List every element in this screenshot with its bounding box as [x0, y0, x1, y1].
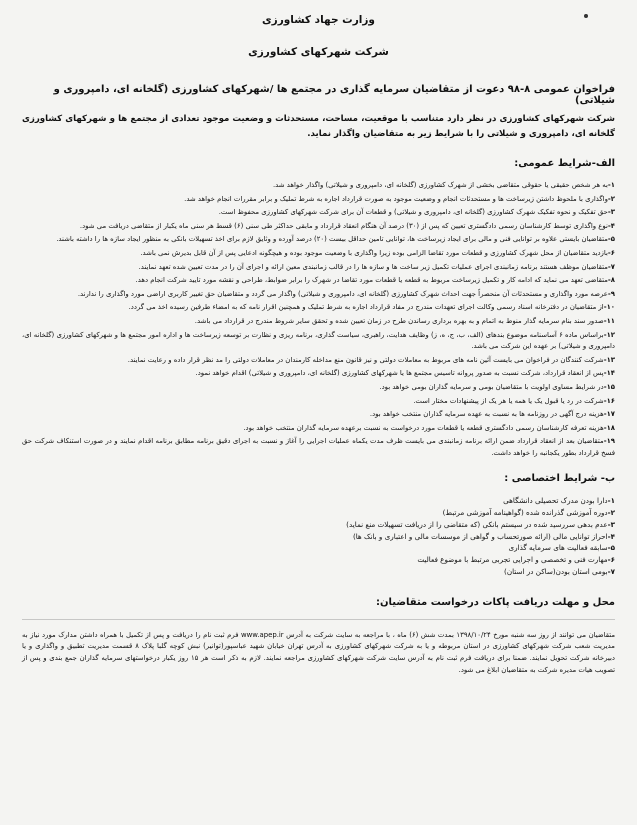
item-number: ۱۴-	[603, 369, 615, 378]
divider	[22, 619, 615, 620]
item-text: عدم بدهی سررسید شده در سیستم بانکی (که متقاضی را از دریافت تسهیلات منع نماید)	[346, 519, 608, 529]
item-number: ۹-	[607, 289, 615, 298]
list-item	[22, 194, 615, 206]
list-item	[22, 519, 615, 530]
item-number: ۲-	[607, 194, 615, 203]
list-item	[22, 248, 615, 260]
list-item	[22, 554, 615, 565]
item-text: دوره آموزشی گذرانده شده (گواهینامه آموزشی مرتبط)	[442, 508, 608, 518]
item-text: مهارت فنی و تخصصی و اجرایی تجربی مرتبط با موضوع فعالیت	[417, 554, 608, 564]
item-number: ۵-	[607, 235, 615, 244]
item-number: ۱۵-	[603, 382, 615, 391]
item-number: ۱۸-	[603, 423, 615, 432]
list-item	[22, 382, 615, 394]
item-text: پس از انعقاد قرارداد، شرکت نسبت به صدور پروانه تاسیس مجتمع ها یا شهرکهای کشاورزی (گلخانه ای، دامپروری و شیلاتی) اقدام خواهد نمود.	[195, 369, 604, 378]
list-item	[22, 302, 615, 314]
item-text: هزینه درج آگهی در روزنامه ها به نسبت به عهده سرمایه گذاران منتخب خواهد بود.	[369, 410, 604, 419]
submission-paragraph: متقاضیان می توانند از روز سه شنبه مورخ ۱۳۹۸/۱۰/۲۴ بمدت شش (۶) ماه ، با مراجعه به سایت شرکت به آدرس www.apep.ir فرم ثبت نام را دریافت و پس از تکمیل با همراه داشتن مدارک مورد نیاز به مدیریت شعب شرکت شهرکهای کشاورزی در استان مربوطه و یا به شرکت شهرکهای کشاورزی به آدرس تهران خیابان شهید عباسپور(توانیر) نبش کوچه گلبا پلاک ۸ قسمت مدیریت تطبیق و واگذاری و یا دبیرخانه شرکت تحویل نمایند. ضمنا برای دریافت فرم ثبت نام به آدرس سایت شرکت شهرکهای کشاورزی مراجعه نمایند. لازم به ذکر است هر ۱۵ روز یکبار درخواستهای سرمایه گذاران جمع بندی و پس از تصویب هیات مدیره شرکت به متقاضیان ابلاغ می شود.	[22, 630, 616, 674]
item-number: ۱۶-	[603, 396, 615, 405]
item-number: ۸-	[607, 276, 615, 285]
item-number: ۱۰-	[603, 303, 615, 312]
item-text: متقاضیان بعد از انعقاد قرارداد ضمن ارائه برنامه زمانبندی می بایست ظرف مدت یکماه عملیات اجرایی را آغاز و نسبت به اجرای دقیق برنامه مطابق برنامه اقدام نمایند و در صورت استنکاف شرکت حق فسخ قرارداد بطور یکجانبه را خواهد داشت.	[22, 437, 615, 457]
item-number: ۱۲-	[603, 330, 615, 339]
special-conditions-list	[22, 495, 615, 576]
item-text: متقاضی تعهد می نماید که ادامه کار و تکمیل زیرساخت مربوط به قطعه یا قطعات مورد تقاضا در شهرک را برابر ضوابط، طراحی و نقشه مورد تایید شرکت انجام دهد.	[135, 276, 608, 285]
item-text: متقاضیان بایستی علاوه بر توانایی فنی و مالی برای ایجاد زیرساخت ها، توانایی تامین حداقل بیست (۲۰) درصد آورده و وثایق لازم برای اخذ تسهیلات بانکی به منظور ایجاد سازه ها را داشته باشند.	[56, 235, 608, 244]
ministry-heading: وزارت جهاد کشاورزی	[262, 14, 375, 26]
list-item	[22, 316, 615, 328]
company-heading: شرکت شهرکهای کشاورزی	[248, 46, 389, 58]
list-item	[22, 180, 615, 192]
list-item	[22, 355, 615, 367]
item-text: بازدید متقاضیان از محل شهرک کشاورزی و قطعات مورد تقاضا الزامی بوده زیرا واگذاری با وضعیت موجود بوده و هیچگونه ادعایی پس از آن قابل بدیرش نمی باشد.	[140, 248, 608, 257]
item-number: ۷-	[607, 566, 615, 576]
item-number: ۶-	[607, 554, 615, 564]
item-text: صدور سند بنام سرمایه گذار منوط به اتمام و به بهره برداری رساندن طرح در زمان تعیین شده و تحقق سایر شروط مندرج در قرارداد می باشد.	[194, 316, 604, 325]
item-text: از متقاضیان در دفترخانه اسناد رسمی وکالت اجرای تعهدات مندرج در مفاد قرارداد اجاره به شرط تملیک و همچنین اقرار نامه که به امضاء طرفین رسیده اخذ می گردد.	[128, 303, 604, 312]
general-conditions-list	[22, 180, 615, 459]
list-item	[22, 531, 615, 542]
item-number: ۱۷-	[603, 410, 615, 419]
item-number: ۱-	[607, 496, 615, 506]
list-item	[22, 234, 615, 246]
item-text: واگذاری با ملحوظ داشتن زیرساخت ها و مستحدثات انجام و وضعیت موجود به صورت قرارداد اجاره به شرط تملیک و برابر مقررات انجام خواهد شد.	[184, 194, 608, 203]
section-b-heading: ب- شرایط اختصاصی :	[504, 473, 615, 485]
item-number: ۲-	[607, 508, 615, 518]
item-number: ۳-	[607, 519, 615, 529]
list-item	[22, 207, 615, 219]
list-item	[22, 436, 615, 459]
list-item	[22, 423, 615, 435]
item-number: ۱-	[607, 181, 615, 189]
item-text: نوع واگذاری توسط کارشناسان رسمی دادگستری تعیین که پس از (۳۰) درصد آن هنگام انعقاد قرارداد و مابقی حداکثر طی سنی (۶) قسط هر سنی ماه یکبار از متقاضی دریافت می شود.	[79, 221, 608, 230]
item-number: ۴-	[607, 531, 615, 541]
item-text: عرصه مورد واگذاری و مستحدثات آن منحصراً جهت احداث شهرک کشاورزی (گلخانه ای، دامپروری و شیلاتی) واگذار می گردد و متقاضیان حق تغییر کاربری اراضی مورد واگذاری را ندارند.	[77, 289, 608, 298]
item-text: احراز توانایی مالی (ارائه صورتحساب و گواهی از موسسات مالی و اعتباری و بانک ها)	[352, 531, 608, 541]
announcement-title: فراخوان عمومی ۸-۹۸ دعوت از متقاضیان سرمایه گذاری در مجتمع ها /شهرکهای کشاورزی (گلخانه ای، دامپروری و شیلاتی)	[53, 84, 615, 106]
list-item	[22, 368, 615, 380]
list-item	[22, 507, 615, 518]
item-number: ۴-	[607, 221, 615, 230]
list-item	[22, 275, 615, 287]
list-item	[22, 330, 615, 353]
item-text: سابقه فعالیت های سرمایه گذاری	[508, 543, 608, 553]
item-text: متقاضیان موظف هستند برنامه زمانبندی اجرای عملیات تکمیل زیر ساخت ها و سازه ها را در قالب زمانبندی معین ارائه و اجرای آن را در مدت تعیین شده تعهد نمایند.	[138, 262, 608, 271]
section-c-heading: محل و مهلت دریافت پاکات درخواست متقاضیان:	[375, 596, 615, 608]
item-text: به هر شخص حقیقی یا حقوقی متقاضی بخشی از شهرک کشاورزی (گلخانه ای، دامپروری و شیلاتی) واگذار خواهد شد.	[272, 181, 608, 189]
list-item	[22, 262, 615, 274]
item-number: ۳-	[607, 208, 615, 217]
list-item	[22, 221, 615, 233]
item-text: هزینه تعرفه کارشناسان رسمی دادگستری قطعه یا قطعات مورد درخواست به نسبت برعهده سرمایه گذاران منتخب خواهد بود.	[243, 423, 604, 432]
item-number: ۵-	[607, 543, 615, 553]
item-number: ۷-	[607, 262, 615, 271]
section-a-heading: الف-شرایط عمومی:	[514, 158, 615, 169]
item-text: شرکت در رد یا قبول یک یا همه یا هر یک از پیشنهادات مختار است.	[413, 396, 604, 405]
list-item	[22, 542, 615, 553]
item-number: ۶-	[607, 248, 615, 257]
scan-dot-mark	[584, 14, 588, 18]
list-item	[22, 396, 615, 408]
list-item	[22, 566, 615, 577]
item-text: بومی استان بودن(ساکن در استان)	[504, 566, 608, 576]
list-item	[22, 409, 615, 421]
item-text: در شرایط مساوی اولویت با متقاضیان بومی و سرمایه گذاران بومی خواهد بود.	[379, 382, 604, 391]
list-item	[22, 289, 615, 301]
item-number: ۱۱-	[603, 316, 615, 325]
list-item	[22, 495, 615, 506]
item-text: شرکت کنندگان در فراخوان می بایست آئین نامه های مربوط به معاملات دولتی و نیز قانون منع مداخله کارمندان در معاملات دولتی را مد نظر قرار داده و رعایت نمایند.	[127, 355, 604, 364]
intro-paragraph: شرکت شهرکهای کشاورزی در نظر دارد متناسب با موقعیت، مساحت، مستحدثات و وضعیت موجود تعدادی از مجتمع ها و شهرکهای کشاورزی گلخانه ای، دامپروری و شیلاتی را با شرایط زیر به متقاضیان واگذار نماید.	[22, 114, 615, 139]
item-text: حق تفکیک و نحوه تفکیک شهرک کشاورزی (گلخانه ای، دامپروری و شیلاتی) و قطعات آن برای شرکت شهرکهای کشاورزی محفوظ است.	[218, 208, 608, 217]
item-text: دارا بودن مدرک تحصیلی دانشگاهی	[503, 496, 608, 506]
item-number: ۱۳-	[603, 355, 615, 364]
item-text: براساس ماده ۶ آساسنامه موضوع بندهای (الف، ب، ج، ه، ز) وظایف هدایت، راهبری، سیاست گذاری، برنامه ریزی و نظارت بر توسعه زیرساخت ها و اداره امور مجتمع ها و شهرکهای کشاورزی (گلخانه ای، دامپروری و شیلاتی) بر عهده این شرکت می باشد.	[22, 330, 615, 351]
item-number: ۱۹-	[603, 437, 615, 446]
